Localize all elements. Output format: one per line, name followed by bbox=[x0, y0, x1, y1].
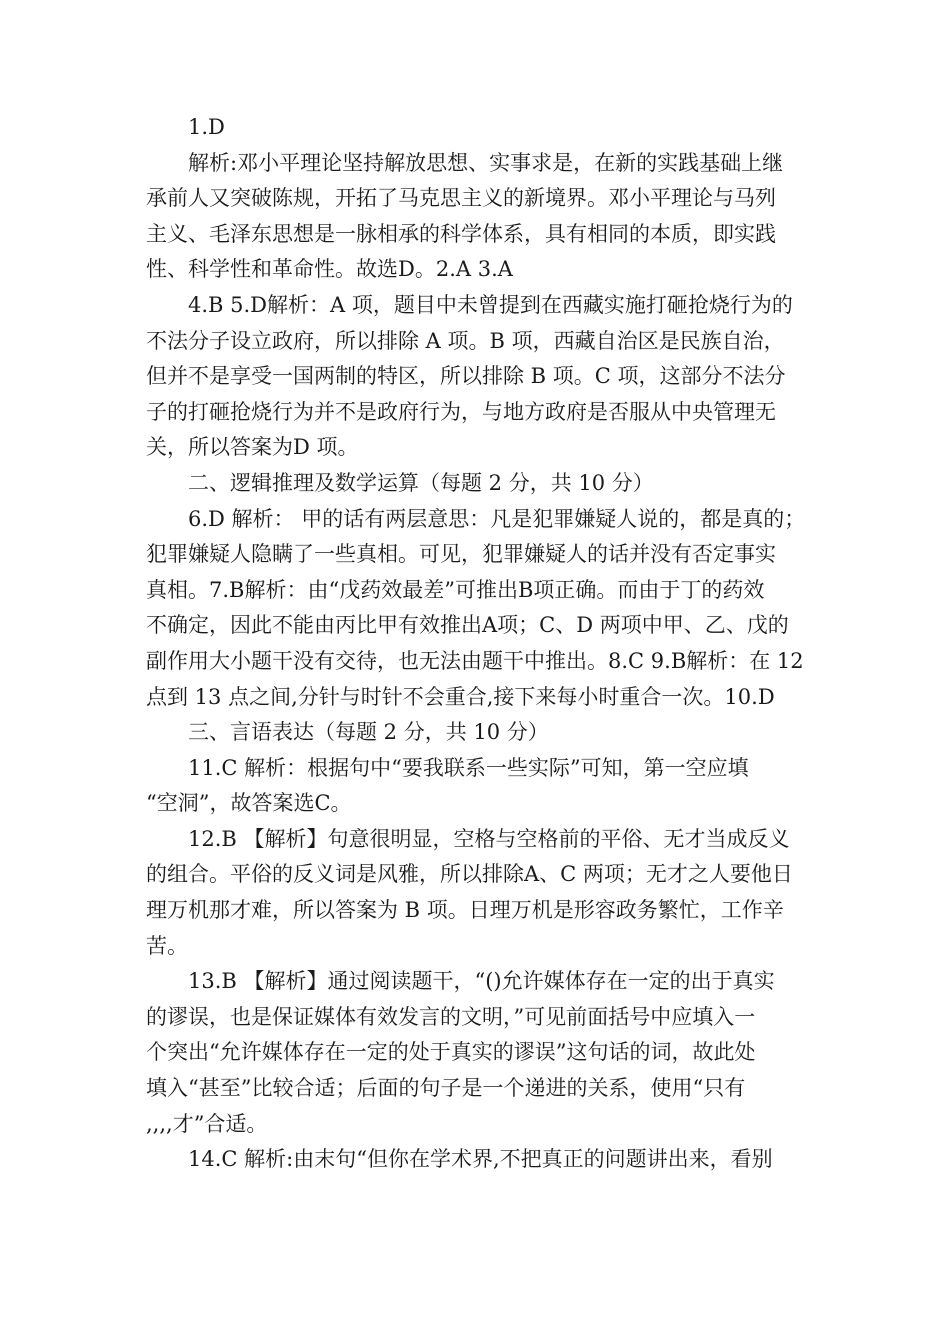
text-line: 12.B 【解析】句意很明显，空格与空格前的平俗、无才当成反义 bbox=[188, 826, 790, 851]
text-line: 理万机那才难，所以答案为 B 项。日理万机是形容政务繁忙，工作辛 bbox=[146, 898, 784, 923]
text-line: 个突出“允许媒体存在一定的处于真实的谬误”这句话的词，故此处 bbox=[146, 1040, 756, 1065]
text-line: 但并不是享受一国两制的特区，所以排除 B 项。C 项，这部分不法分 bbox=[146, 364, 786, 389]
text-line: 4.B 5.D解析：A 项，题目中未曾提到在西藏实施打砸抢烧行为的 bbox=[188, 292, 793, 317]
text-line: 不确定，因此不能由丙比甲有效推出A项；C、D 两项中甲、乙、戊的 bbox=[146, 613, 789, 638]
text-line: 解析:邓小平理论坚持解放思想、实事求是，在新的实践基础上继 bbox=[188, 150, 784, 175]
text-line: 的组合。平俗的反义词是风雅，所以排除A、C 两项；无才之人要他日 bbox=[146, 862, 793, 887]
text-line: 犯罪嫌疑人隐瞒了一些真相。可见，犯罪嫌疑人的话并没有否定事实 bbox=[146, 542, 776, 567]
text-line: 1.D bbox=[188, 115, 225, 139]
text-line: 三、言语表达（每题 2 分，共 10 分） bbox=[188, 720, 549, 745]
text-line: 不法分子设立政府，所以排除 A 项。B 项，西藏自治区是民族自治， bbox=[146, 328, 785, 353]
text-line: 13.B 【解析】通过阅读题干，“()允许媒体存在一定的出于真实 bbox=[188, 969, 775, 994]
text-line: 性、科学性和革命性。故选D。2.A 3.A bbox=[146, 257, 513, 282]
text-line: ,,,,才”合适。 bbox=[146, 1111, 268, 1136]
text-line: 副作用大小题干没有交待，也无法由题干中推出。8.C 9.B解析：在 12 bbox=[146, 648, 804, 673]
text-line: 6.D 解析： 甲的话有两层意思：凡是犯罪嫌疑人说的，都是真的； bbox=[188, 506, 806, 531]
document-body bbox=[146, 110, 812, 1178]
text-line: 二、逻辑推理及数学运算（每题 2 分，共 10 分） bbox=[188, 470, 654, 495]
text-line: 子的打砸抢烧行为并不是政府行为，与地方政府是否服从中央管理无 bbox=[146, 399, 776, 424]
text-line: 关，所以答案为D 项。 bbox=[146, 435, 359, 460]
text-line: 主义、毛泽东思想是一脉相承的科学体系，具有相同的本质，即实践 bbox=[146, 221, 776, 246]
text-line: “空洞”，故答案选C。 bbox=[146, 791, 352, 816]
text-line: 真相。7.B解析：由“戊药效最差”可推出B项正确。而由于丁的药效 bbox=[146, 577, 765, 602]
text-line: 苦。 bbox=[146, 933, 188, 958]
text-line: 点到 13 点之间,分针与时针不会重合,接下来每小时重合一次。10.D bbox=[146, 684, 775, 709]
text-line: 填入“甚至”比较合适；后面的句子是一个递进的关系，使用“只有 bbox=[146, 1076, 746, 1101]
text-line: 14.C 解析:由末句“但你在学术界,不把真正的问题讲出来，看别 bbox=[188, 1147, 773, 1172]
text-line: 承前人又突破陈规，开拓了马克思主义的新境界。邓小平理论与马列 bbox=[146, 186, 776, 211]
text-line: 的谬误，也是保证媒体有效发言的文明，”可见前面括号中应填入一 bbox=[146, 1004, 756, 1029]
text-line: 11.C 解析：根据句中“要我联系一些实际”可知，第一空应填 bbox=[188, 755, 749, 780]
